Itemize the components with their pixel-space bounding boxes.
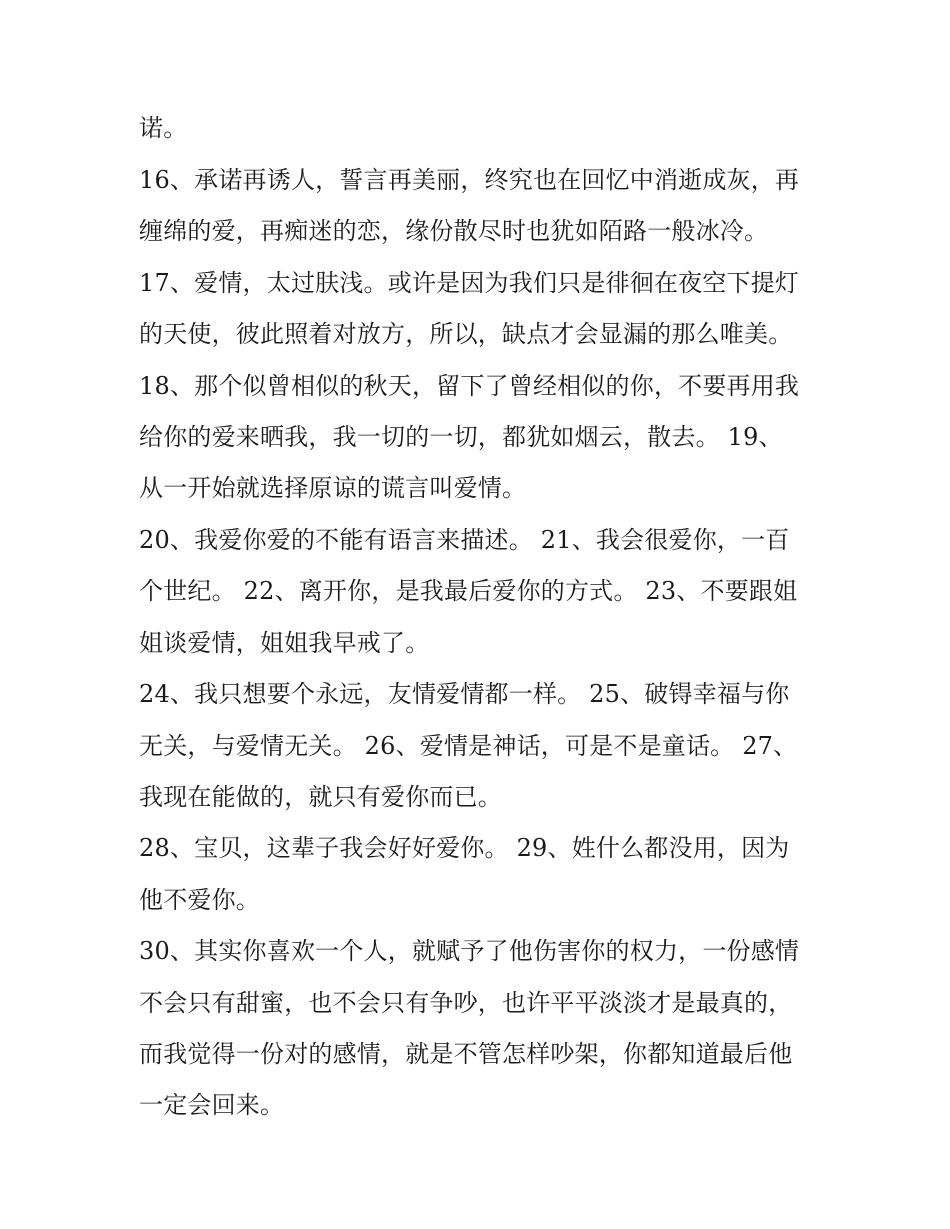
text-line: 我现在能做的，就只有爱你而已。	[139, 783, 502, 811]
text-line: 18、那个似曾相似的秋天，留下了曾经相似的你，不要再用我	[139, 372, 800, 400]
text-line: 个世纪。 22、离开你，是我最后爱你的方式。 23、不要跟姐	[139, 577, 798, 605]
text-line: 从一开始就选择原谅的谎言叫爱情。	[139, 474, 527, 502]
text-line: 不会只有甜蜜，也不会只有争吵，也许平平淡淡才是最真的，	[139, 989, 793, 1017]
text-line: 姐谈爱情，姐姐我早戒了。	[139, 629, 430, 657]
text-line: 30、其实你喜欢一个人，就赋予了他伤害你的权力，一份感情	[139, 937, 800, 965]
text-line: 无关，与爱情无关。 26、爱情是神话，可是不是童话。 27、	[139, 732, 798, 760]
text-line: 28、宝贝，这辈子我会好好爱你。 29、姓什么都没用，因为	[139, 834, 790, 862]
text-line: 他不爱你。	[139, 886, 260, 914]
text-line: 一定会回来。	[139, 1091, 285, 1119]
text-line: 缠绵的爱，再痴迷的恋，缘份散尽时也犹如陌路一般冰冷。	[139, 217, 769, 245]
text-line: 的天使，彼此照着对放方，所以，缺点才会显漏的那么唯美。	[139, 320, 793, 348]
text-line: 而我觉得一份对的感情，就是不管怎样吵架，你都知道最后他	[139, 1040, 793, 1068]
text-line: 20、我爱你爱的不能有语言来描述。 21、我会很爱你，一百	[139, 526, 790, 554]
text-line: 给你的爱来晒我，我一切的一切，都犹如烟云，散去。 19、	[139, 423, 783, 451]
text-line: 诺。	[139, 114, 188, 142]
text-line: 24、我只想要个永远，友情爱情都一样。 25、破锝幸福与你	[139, 680, 790, 708]
text-line: 16、承诺再诱人，誓言再美丽，终究也在回忆中消逝成灰，再	[139, 166, 800, 194]
text-line: 17、爱情，太过肤浅。或许是因为我们只是徘徊在夜空下提灯	[139, 269, 800, 297]
